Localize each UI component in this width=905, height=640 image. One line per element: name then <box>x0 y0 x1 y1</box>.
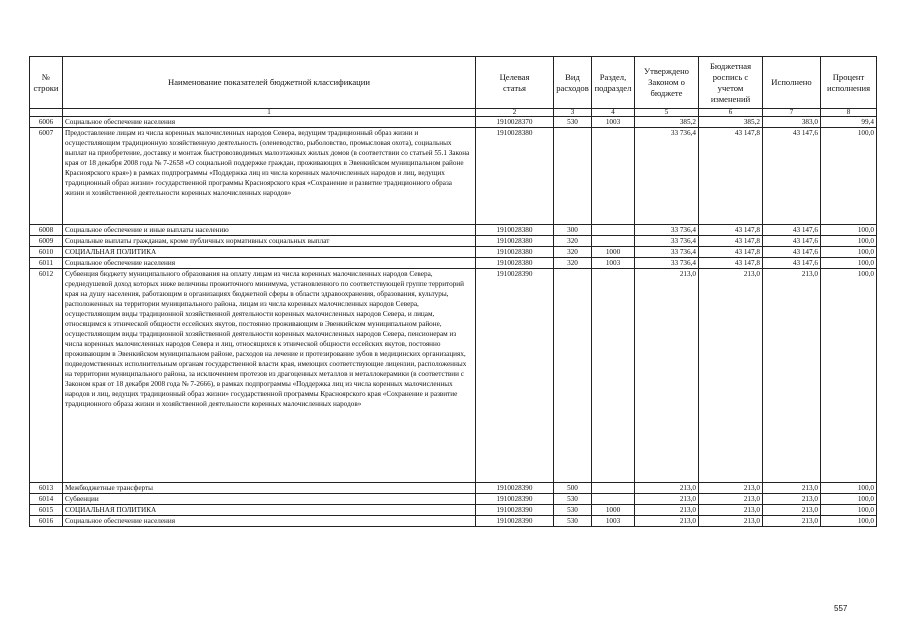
row-executed: 213,0 <box>763 269 821 483</box>
row-type: 320 <box>554 258 592 269</box>
table-row <box>30 269 877 483</box>
row-budget: 43 147,8 <box>699 258 763 269</box>
row-executed: 43 147,6 <box>763 236 821 247</box>
row-number: 6011 <box>30 258 63 269</box>
row-approved: 213,0 <box>635 483 699 494</box>
row-percent: 100,0 <box>821 269 877 483</box>
row-budget: 213,0 <box>699 516 763 527</box>
row-approved: 33 736,4 <box>635 128 699 225</box>
row-number: 6015 <box>30 505 63 516</box>
row-percent: 100,0 <box>821 505 877 516</box>
row-approved: 33 736,4 <box>635 247 699 258</box>
col-expense-type: Вид расходов <box>554 57 592 109</box>
row-approved: 33 736,4 <box>635 236 699 247</box>
row-type: 320 <box>554 236 592 247</box>
row-type: 320 <box>554 247 592 258</box>
row-number: 6007 <box>30 128 63 225</box>
row-number: 6013 <box>30 483 63 494</box>
row-percent: 100,0 <box>821 258 877 269</box>
row-approved: 213,0 <box>635 516 699 527</box>
row-target: 1910028370 <box>476 117 554 128</box>
row-name: Социальное обеспечение и иные выплаты населению <box>63 225 476 236</box>
page-number: 557 <box>834 604 848 613</box>
row-name: Социальные выплаты гражданам, кроме публичных нормативных социальных выплат <box>63 236 476 247</box>
row-target: 1910028390 <box>476 516 554 527</box>
row-budget: 385,2 <box>699 117 763 128</box>
row-executed: 213,0 <box>763 483 821 494</box>
table-row <box>30 128 877 225</box>
row-executed: 213,0 <box>763 494 821 505</box>
row-percent: 99,4 <box>821 117 877 128</box>
row-section <box>592 236 635 247</box>
row-percent: 100,0 <box>821 483 877 494</box>
col-percent: Процент исполнения <box>821 57 877 109</box>
col-number: 5 <box>635 109 699 117</box>
row-budget: 43 147,8 <box>699 236 763 247</box>
row-name: Социальное обеспечение населения <box>63 117 476 128</box>
row-approved: 213,0 <box>635 494 699 505</box>
row-section <box>592 128 635 225</box>
row-executed: 213,0 <box>763 516 821 527</box>
table-row <box>30 225 877 236</box>
col-number: 4 <box>592 109 635 117</box>
col-row-number: № строки <box>30 57 63 109</box>
row-budget: 213,0 <box>699 483 763 494</box>
table-row <box>30 494 877 505</box>
row-target: 1910028380 <box>476 236 554 247</box>
col-number: 7 <box>763 109 821 117</box>
row-budget: 43 147,8 <box>699 128 763 225</box>
row-executed: 43 147,6 <box>763 247 821 258</box>
row-budget: 43 147,8 <box>699 225 763 236</box>
col-target-article: Целевая статья <box>476 57 554 109</box>
col-number: 1 <box>63 109 476 117</box>
row-number: 6014 <box>30 494 63 505</box>
row-budget: 43 147,8 <box>699 247 763 258</box>
row-type: 530 <box>554 516 592 527</box>
row-name: СОЦИАЛЬНАЯ ПОЛИТИКА <box>63 247 476 258</box>
col-executed: Исполнено <box>763 57 821 109</box>
row-name: Социальное обеспечение населения <box>63 516 476 527</box>
row-section: 1003 <box>592 258 635 269</box>
row-target: 1910028390 <box>476 483 554 494</box>
row-type: 530 <box>554 505 592 516</box>
row-section: 1000 <box>592 247 635 258</box>
row-target: 1910028390 <box>476 505 554 516</box>
table-row <box>30 258 877 269</box>
row-number: 6009 <box>30 236 63 247</box>
col-section: Раздел, подраздел <box>592 57 635 109</box>
table-row <box>30 247 877 258</box>
row-approved: 33 736,4 <box>635 258 699 269</box>
row-executed: 43 147,6 <box>763 258 821 269</box>
col-number: 6 <box>699 109 763 117</box>
row-percent: 100,0 <box>821 236 877 247</box>
row-name: Межбюджетные трансферты <box>63 483 476 494</box>
row-name: Субвенции <box>63 494 476 505</box>
row-number: 6006 <box>30 117 63 128</box>
col-approved: Утверждено Законом о бюджете <box>635 57 699 109</box>
row-number: 6016 <box>30 516 63 527</box>
table-row <box>30 516 877 527</box>
row-section: 1000 <box>592 505 635 516</box>
col-number: 8 <box>821 109 877 117</box>
row-name: СОЦИАЛЬНАЯ ПОЛИТИКА <box>63 505 476 516</box>
row-percent: 100,0 <box>821 516 877 527</box>
row-type <box>554 128 592 225</box>
row-target: 1910028380 <box>476 247 554 258</box>
row-target: 1910028380 <box>476 225 554 236</box>
row-section <box>592 483 635 494</box>
row-percent: 100,0 <box>821 225 877 236</box>
table-row <box>30 483 877 494</box>
col-number: 3 <box>554 109 592 117</box>
row-approved: 385,2 <box>635 117 699 128</box>
row-target: 1910028390 <box>476 269 554 483</box>
row-target: 1910028380 <box>476 258 554 269</box>
col-number <box>30 109 63 117</box>
col-name: Наименование показателей бюджетной классификации <box>63 57 476 109</box>
row-name: Предоставление лицам из числа коренных малочисленных народов Севера, ведущим традиционный образ жизни и осуществляющим традиционную хозяйственную деятельность (оленеводство, рыболовство, промысловая охота), социальных выплат на приобретение, доставку и монтаж быстровозводимых малоэтажных жилых домов (в соответствии со статьей 55.1 Закона края от 18 декабря 2008 года № 7-2658 «О социальной поддержке граждан, проживающих в Эвенкийском муниципальном районе Красноярского края») в рамках подпрограммы «Поддержка лиц из числа коренных малочисленных народов и лиц, ведущих традиционный образ жизни» государственной программы Красноярского края «Сохранение и развитие традиционного образа жизни и хозяйственной деятельности коренных малочисленных народов» <box>63 128 476 225</box>
row-section: 1003 <box>592 117 635 128</box>
row-number: 6008 <box>30 225 63 236</box>
row-type: 530 <box>554 117 592 128</box>
row-name: Субвенция бюджету муниципального образования на оплату лицам из числа коренных малочисленных народов Севера, среднедушевой доход которых ниже величины прожиточного минимума, установленного по соответствующей группе территорий края на душу населения, работающим в организациях бюджетной сферы в области здравоохранения, образования, культуры, расположенных на территории муниципального района, лицам из числа коренных малочисленных народов Севера, осуществляющим виды традиционной хозяйственной деятельности коренных малочисленных народов Севера, и лицам, относящимся к этнической общности ессейских якутов, постоянно проживающим в Эвенкийском муниципальном районе, осуществляющим виды традиционной хозяйственной деятельности коренных малочисленных народов Севера, пенсионерам из числа коренных малочисленных народов Севера и лиц, относящихся к этнической общности ессейских якутов, постоянно проживающим в Эвенкийском муниципальном районе, расходов на лечение и протезирование зубов в медицинских организациях, подведомственных исполнительным органам государственной власти края, имеющих соответствующие лицензии, расположенных на территории муниципального района, за исключением протезов из драгоценных металлов и металлокерамики (в соответствии с Законом края от 18 декабря 2008 года № 7-2666), в рамках подпрограммы «Поддержка лиц из числа коренных малочисленных народов и лиц, ведущих традиционный образ жизни» государственной программы Красноярского края «Сохранение и развитие традиционного образа жизни и хозяйственной деятельности коренных малочисленных народов» <box>63 269 476 483</box>
row-section <box>592 494 635 505</box>
row-section: 1003 <box>592 516 635 527</box>
row-type: 500 <box>554 483 592 494</box>
row-target: 1910028380 <box>476 128 554 225</box>
row-type: 530 <box>554 494 592 505</box>
table-row <box>30 117 877 128</box>
row-executed: 383,0 <box>763 117 821 128</box>
row-section <box>592 269 635 483</box>
row-executed: 43 147,6 <box>763 128 821 225</box>
col-budget-schedule: Бюджетная роспись с учетом изменений <box>699 57 763 109</box>
row-percent: 100,0 <box>821 128 877 225</box>
table-row <box>30 505 877 516</box>
row-approved: 33 736,4 <box>635 225 699 236</box>
row-target: 1910028390 <box>476 494 554 505</box>
header-row <box>30 57 877 109</box>
row-budget: 213,0 <box>699 505 763 516</box>
row-percent: 100,0 <box>821 247 877 258</box>
row-approved: 213,0 <box>635 269 699 483</box>
row-executed: 213,0 <box>763 505 821 516</box>
col-number: 2 <box>476 109 554 117</box>
row-section <box>592 225 635 236</box>
table-row <box>30 236 877 247</box>
row-percent: 100,0 <box>821 494 877 505</box>
row-executed: 43 147,6 <box>763 225 821 236</box>
row-budget: 213,0 <box>699 269 763 483</box>
row-name: Социальное обеспечение населения <box>63 258 476 269</box>
column-number-row <box>30 109 877 117</box>
row-type: 300 <box>554 225 592 236</box>
row-number: 6012 <box>30 269 63 483</box>
budget-table <box>29 56 877 527</box>
row-number: 6010 <box>30 247 63 258</box>
row-approved: 213,0 <box>635 505 699 516</box>
row-budget: 213,0 <box>699 494 763 505</box>
row-type <box>554 269 592 483</box>
